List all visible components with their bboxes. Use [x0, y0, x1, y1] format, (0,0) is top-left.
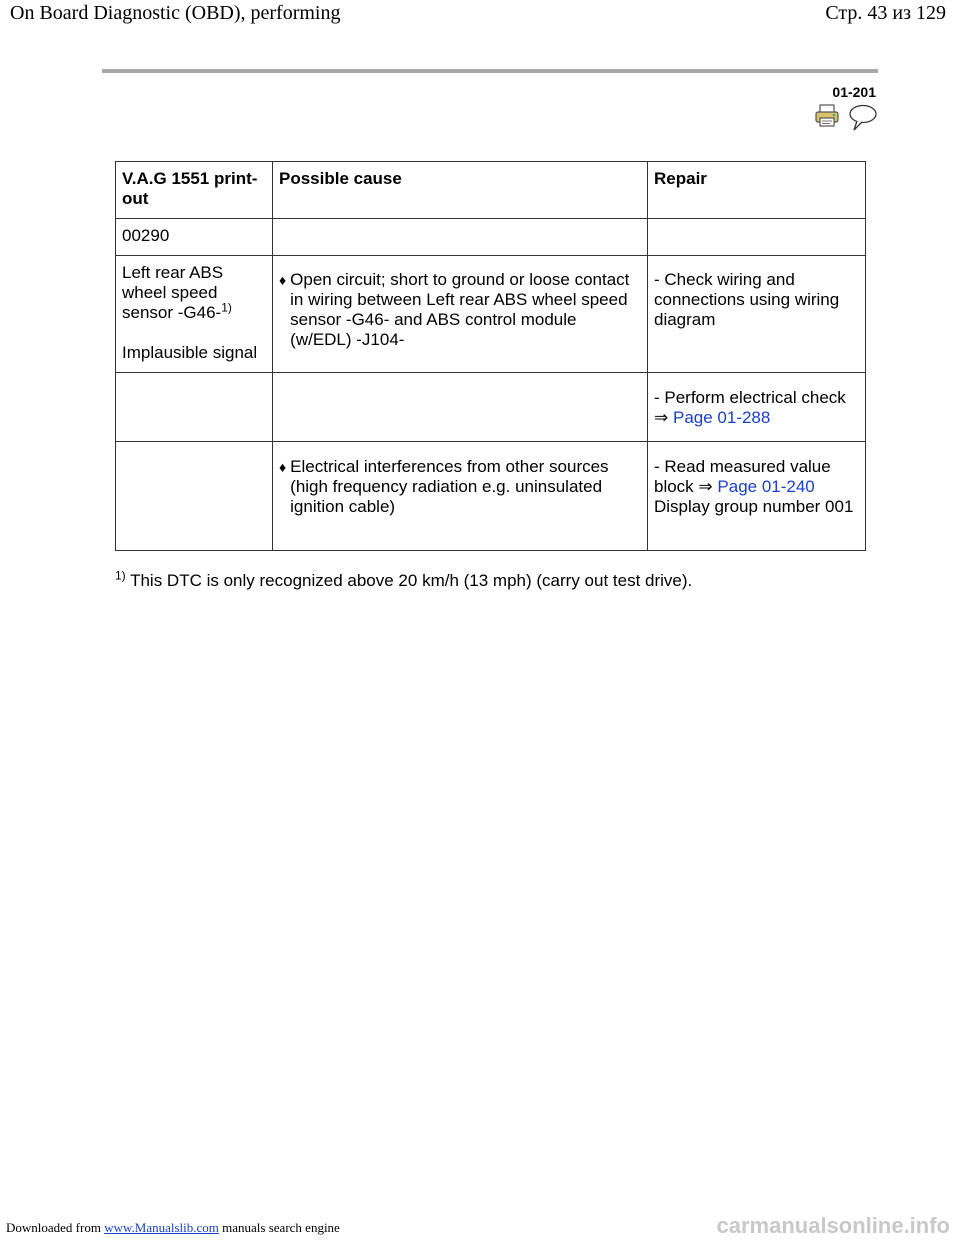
arrow-icon: ⇒ — [698, 477, 713, 496]
table-row — [116, 219, 866, 256]
column-header-printout: V.A.G 1551 print-out — [116, 162, 273, 219]
dtc-table — [115, 161, 866, 551]
table-row — [116, 442, 866, 551]
page-counter: Стр. 43 из 129 — [825, 2, 946, 24]
document-title: On Board Diagnostic (OBD), performing — [10, 2, 341, 24]
footnote — [115, 568, 693, 591]
table-row — [116, 373, 866, 442]
page-link[interactable]: Page 01-288 — [672, 408, 771, 427]
manualslib-link[interactable]: www.Manualslib.com — [104, 1220, 219, 1235]
repair-text: - Check wiring and connections using wiring diagram — [648, 256, 866, 373]
diamond-bullet-icon: ♦ — [279, 272, 287, 288]
page-tools — [814, 104, 878, 132]
fault-condition: Implausible signal — [122, 343, 258, 362]
fault-name: Left rear ABS wheel speed sensor -G46-$^{1)}$ — [122, 263, 232, 322]
watermark: carmanualsonline.info — [716, 1213, 950, 1238]
dtc-code: 00290 — [116, 219, 273, 256]
diamond-bullet-icon: ♦ — [279, 459, 287, 475]
header-divider — [102, 69, 878, 73]
speech-bubble-icon[interactable] — [848, 104, 878, 132]
column-header-cause: Possible cause — [273, 162, 648, 219]
list-item — [279, 270, 641, 350]
download-source: Downloaded from www.Manualslib.com manuals search engine — [6, 1220, 340, 1235]
footnote-text: This DTC is only recognized above 20 km/h (13 mph) (carry out test drive). — [130, 571, 693, 590]
cause-text: Open circuit; short to ground or loose contact in wiring between Left rear ABS wheel speed sensor -G46- and ABS control module (w/EDL) -J104- — [290, 270, 630, 349]
list-item — [279, 457, 641, 517]
footnote-marker: 1) — [115, 568, 126, 583]
repair-text: - Read measured value block — [654, 457, 831, 496]
footnote-ref[interactable]: 1) — [221, 300, 232, 315]
repair-text: Display group number 001 — [654, 497, 854, 516]
page-code: 01-201 — [832, 84, 876, 100]
table-row — [116, 256, 866, 373]
arrow-icon: ⇒ — [654, 408, 669, 427]
page-link[interactable]: Page 01-240 — [717, 477, 815, 496]
cause-text: Electrical interferences from other sources (high frequency radiation e.g. uninsulated ignition cable) — [290, 457, 609, 516]
column-header-repair: Repair — [648, 162, 866, 219]
table-header-row — [116, 162, 866, 219]
repair-text: - Perform electrical check — [654, 388, 846, 407]
printer-icon[interactable] — [814, 104, 840, 132]
